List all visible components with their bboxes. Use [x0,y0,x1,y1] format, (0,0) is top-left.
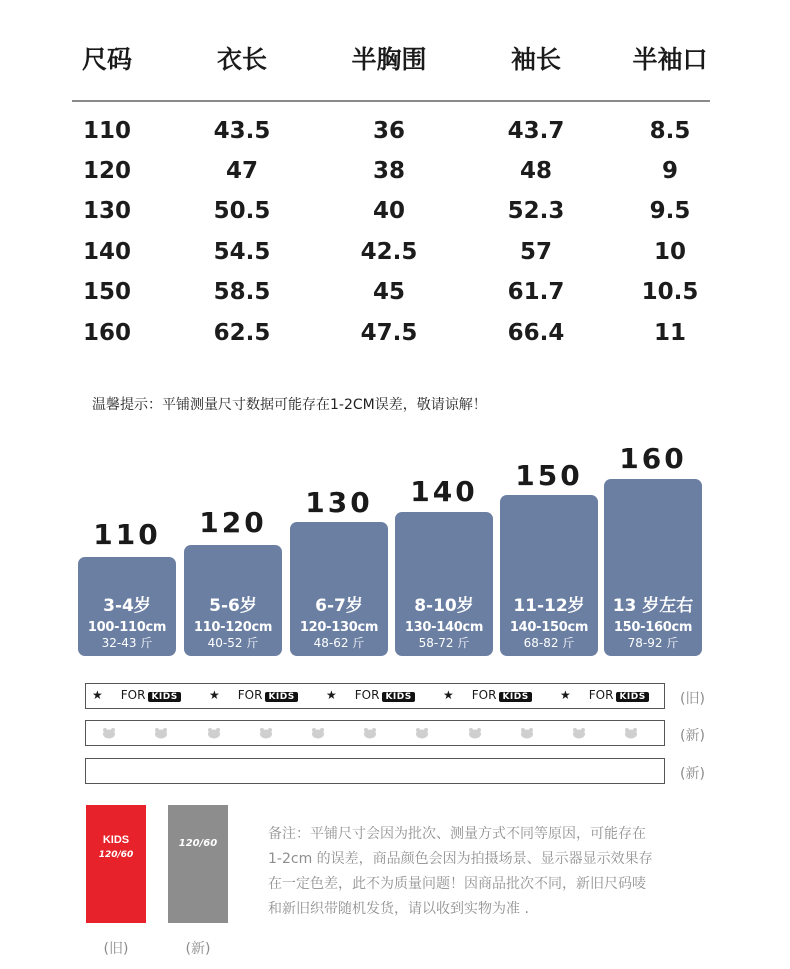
bear-icon [520,727,534,739]
bar-age: 8-10岁 [414,596,474,616]
bear-icon [624,727,638,739]
cell-cuff: 11 [653,320,687,346]
table-row [0,320,790,360]
bar-size-label: 160 [619,442,687,475]
cell-half-chest: 45 [372,279,406,305]
new-strip-caption-1: (新) [680,728,705,744]
cell-half-chest: 38 [372,158,406,184]
size-bar [78,557,176,656]
table-row [0,118,790,158]
cell-cuff: 9 [661,158,679,184]
star-icon: ★ [209,688,220,702]
ribbon-unit: ★ FOR KIDS [560,688,649,702]
note-line: 和新旧织带随机发货，请以收到实物为准 . [268,901,529,917]
cell-cuff: 9.5 [649,198,691,224]
bar-age: 11-12岁 [513,596,585,616]
bar-age: 6-7岁 [315,596,363,616]
cell-half-chest: 42.5 [360,239,418,265]
star-icon: ★ [326,688,337,702]
kids-tag: KIDS [382,692,414,702]
ribbon-unit: ★ FOR KIDS [326,688,415,702]
cell-sleeve: 43.7 [507,118,565,144]
table-row [0,158,790,198]
table-row [0,279,790,319]
size-bar [500,495,598,656]
ribbon-unit: ★ FOR KIDS [209,688,298,702]
ribbon-unit: ★ FOR KIDS [443,688,532,702]
header-half-chest: 半胸围 [351,45,427,74]
new-ribbon-strip-blank [85,758,665,784]
remark-note [268,822,714,922]
new-label-caption: (新) [185,941,211,957]
cell-size: 120 [82,158,132,184]
bear-icon [207,727,221,739]
size-bar [395,512,493,656]
bear-icon [154,727,168,739]
cell-sleeve: 61.7 [507,279,565,305]
bar-height: 150-160cm [613,620,693,635]
cell-size: 130 [82,198,132,224]
bar-weight: 58-72 斤 [418,636,470,650]
cell-length: 58.5 [213,279,271,305]
cell-sleeve: 57 [519,239,553,265]
old-strip-caption: (旧) [680,691,705,707]
kids-tag: KIDS [499,692,531,702]
old-label-caption: (旧) [103,941,129,957]
old-label-size: 120/60 [98,850,134,860]
bar-size-label: 150 [515,459,583,492]
new-label-size: 120/60 [178,838,218,849]
bear-icon [572,727,586,739]
cell-length: 54.5 [213,239,271,265]
cell-half-chest: 36 [372,118,406,144]
bar-height: 100-110cm [87,620,167,635]
header-divider [72,100,710,102]
svg-text:KIDS: KIDS [102,834,130,845]
new-size-label [168,805,228,923]
cell-half-chest: 47.5 [360,320,418,346]
bar-age: 3-4岁 [103,596,151,616]
bar-weight: 68-82 斤 [523,636,575,650]
note-line: 1-2cm 的误差，商品颜色会因为拍摄场景、显示器显示效果存 [268,851,653,867]
kids-tag: KIDS [265,692,297,702]
header-sleeve-length: 袖长 [510,45,562,74]
cell-length: 62.5 [213,320,271,346]
cell-sleeve: 48 [519,158,553,184]
cell-cuff: 10 [653,239,687,265]
bar-height: 130-140cm [404,620,484,635]
table-row [0,198,790,238]
bear-icon [259,727,273,739]
cell-length: 43.5 [213,118,271,144]
new-strip-caption-2: (新) [680,766,705,782]
cell-size: 150 [82,279,132,305]
cell-length: 50.5 [213,198,271,224]
star-icon: ★ [443,688,454,702]
old-size-label [86,805,146,923]
bear-icon [363,727,377,739]
bar-height: 140-150cm [509,620,589,635]
bar-size-label: 120 [199,506,267,539]
star-icon: ★ [560,688,571,702]
size-bar [290,522,388,656]
header-half-cuff: 半袖口 [632,45,708,74]
bar-weight: 40-52 斤 [207,636,259,650]
cell-half-chest: 40 [372,198,406,224]
bar-size-label: 140 [410,475,478,508]
bear-icon [311,727,325,739]
bar-age: 13 岁左右 [612,596,694,616]
old-ribbon-strip [85,683,665,709]
ribbon-unit: ★ FOR KIDS [92,688,181,702]
size-bar [184,545,282,656]
cell-size: 110 [82,118,132,144]
bear-icon [102,727,116,739]
cell-size: 160 [82,320,132,346]
size-table-header [0,40,790,76]
header-size: 尺码 [81,45,133,74]
bear-icon [468,727,482,739]
note-line: 在一定色差，此不为质量问题！因商品批次不同，新旧尺码唛 [268,876,646,892]
cell-length: 47 [225,158,259,184]
kids-tag: KIDS [148,692,180,702]
bar-size-label: 130 [305,486,373,519]
cell-sleeve: 66.4 [507,320,565,346]
new-ribbon-strip-bears [85,720,665,746]
star-icon: ★ [92,688,103,702]
bar-height: 110-120cm [193,620,273,635]
bar-height: 120-130cm [299,620,379,635]
measurement-tip: 温馨提示：平铺测量尺寸数据可能存在1-2CM误差，敬请谅解！ [92,397,487,413]
bar-weight: 48-62 斤 [313,636,365,650]
header-length: 衣长 [216,45,268,74]
bar-size-label: 110 [93,518,161,551]
kids-tag: KIDS [616,692,648,702]
cell-sleeve: 52.3 [507,198,565,224]
cell-cuff: 8.5 [649,118,691,144]
table-row [0,239,790,279]
bar-weight: 78-92 斤 [627,636,679,650]
cell-size: 140 [82,239,132,265]
note-line: 备注：平铺尺寸会因为批次、测量方式不同等原因，可能存在 [268,826,646,842]
cell-cuff: 10.5 [641,279,699,305]
bar-weight: 32-43 斤 [101,636,153,650]
size-bar [604,479,702,656]
bear-icon [415,727,429,739]
bar-age: 5-6岁 [209,596,257,616]
kids-logo [95,833,137,845]
